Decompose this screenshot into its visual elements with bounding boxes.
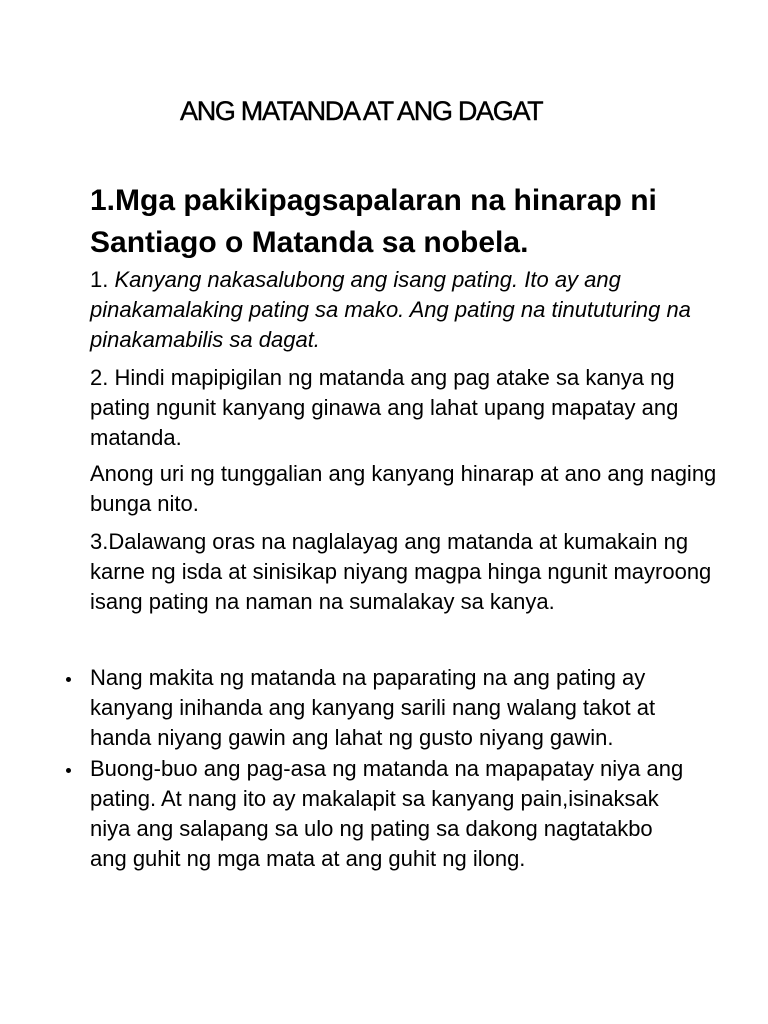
bullet-text-1: Nang makita ng matanda na paparating na ang pating ay kanyang inihanda ang kanyang sarili nang walang takot at handa niyang gawin ang lahat ng gusto niyang gawin. <box>90 665 656 750</box>
document-title: ANG MATANDA AT ANG DAGAT <box>180 96 543 126</box>
bullet-dot-icon <box>66 677 71 682</box>
bullet-list <box>0 663 768 875</box>
paragraph-1-number: 1. <box>90 267 115 292</box>
paragraph-3: 3.Dalawang oras na naglalayag ang matanda at kumakain ng karne ng isda at sinisikap niyang magpa hinga ngunit mayroong isang pating na naman na sumalakay sa kanya. <box>90 529 712 614</box>
bullet-item-1 <box>0 663 690 753</box>
paragraph-1-text: Kanyang nakasalubong ang isang pating. Ito ay ang pinakamalaking pating sa mako. Ang pating na tinututuring na pinakamabilis sa dagat. <box>90 267 691 352</box>
bullet-dot-icon <box>66 768 71 773</box>
bullet-item-2 <box>0 754 690 874</box>
paragraph-2: 2. Hindi mapipigilan ng matanda ang pag atake sa kanya ng pating ngunit kanyang ginawa ang lahat upang mapatay ang matanda. <box>90 365 679 450</box>
paragraph-1 <box>90 265 730 355</box>
bullet-text-2: Buong-buo ang pag-asa ng matanda na mapapatay niya ang pating. At nang ito ay makalapit sa kanyang pain,isinaksak niya ang salapang sa ulo ng pating sa dakong nagtatakbo ang guhit ng mga mata at ang guhit ng ilong. <box>90 756 684 871</box>
section-heading: 1.Mga pakikipagsapalaran na hinarap ni Santiago o Matanda sa nobela. <box>90 184 657 259</box>
paragraph-question: Anong uri ng tunggalian ang kanyang hinarap at ano ang naging bunga nito. <box>90 461 717 516</box>
